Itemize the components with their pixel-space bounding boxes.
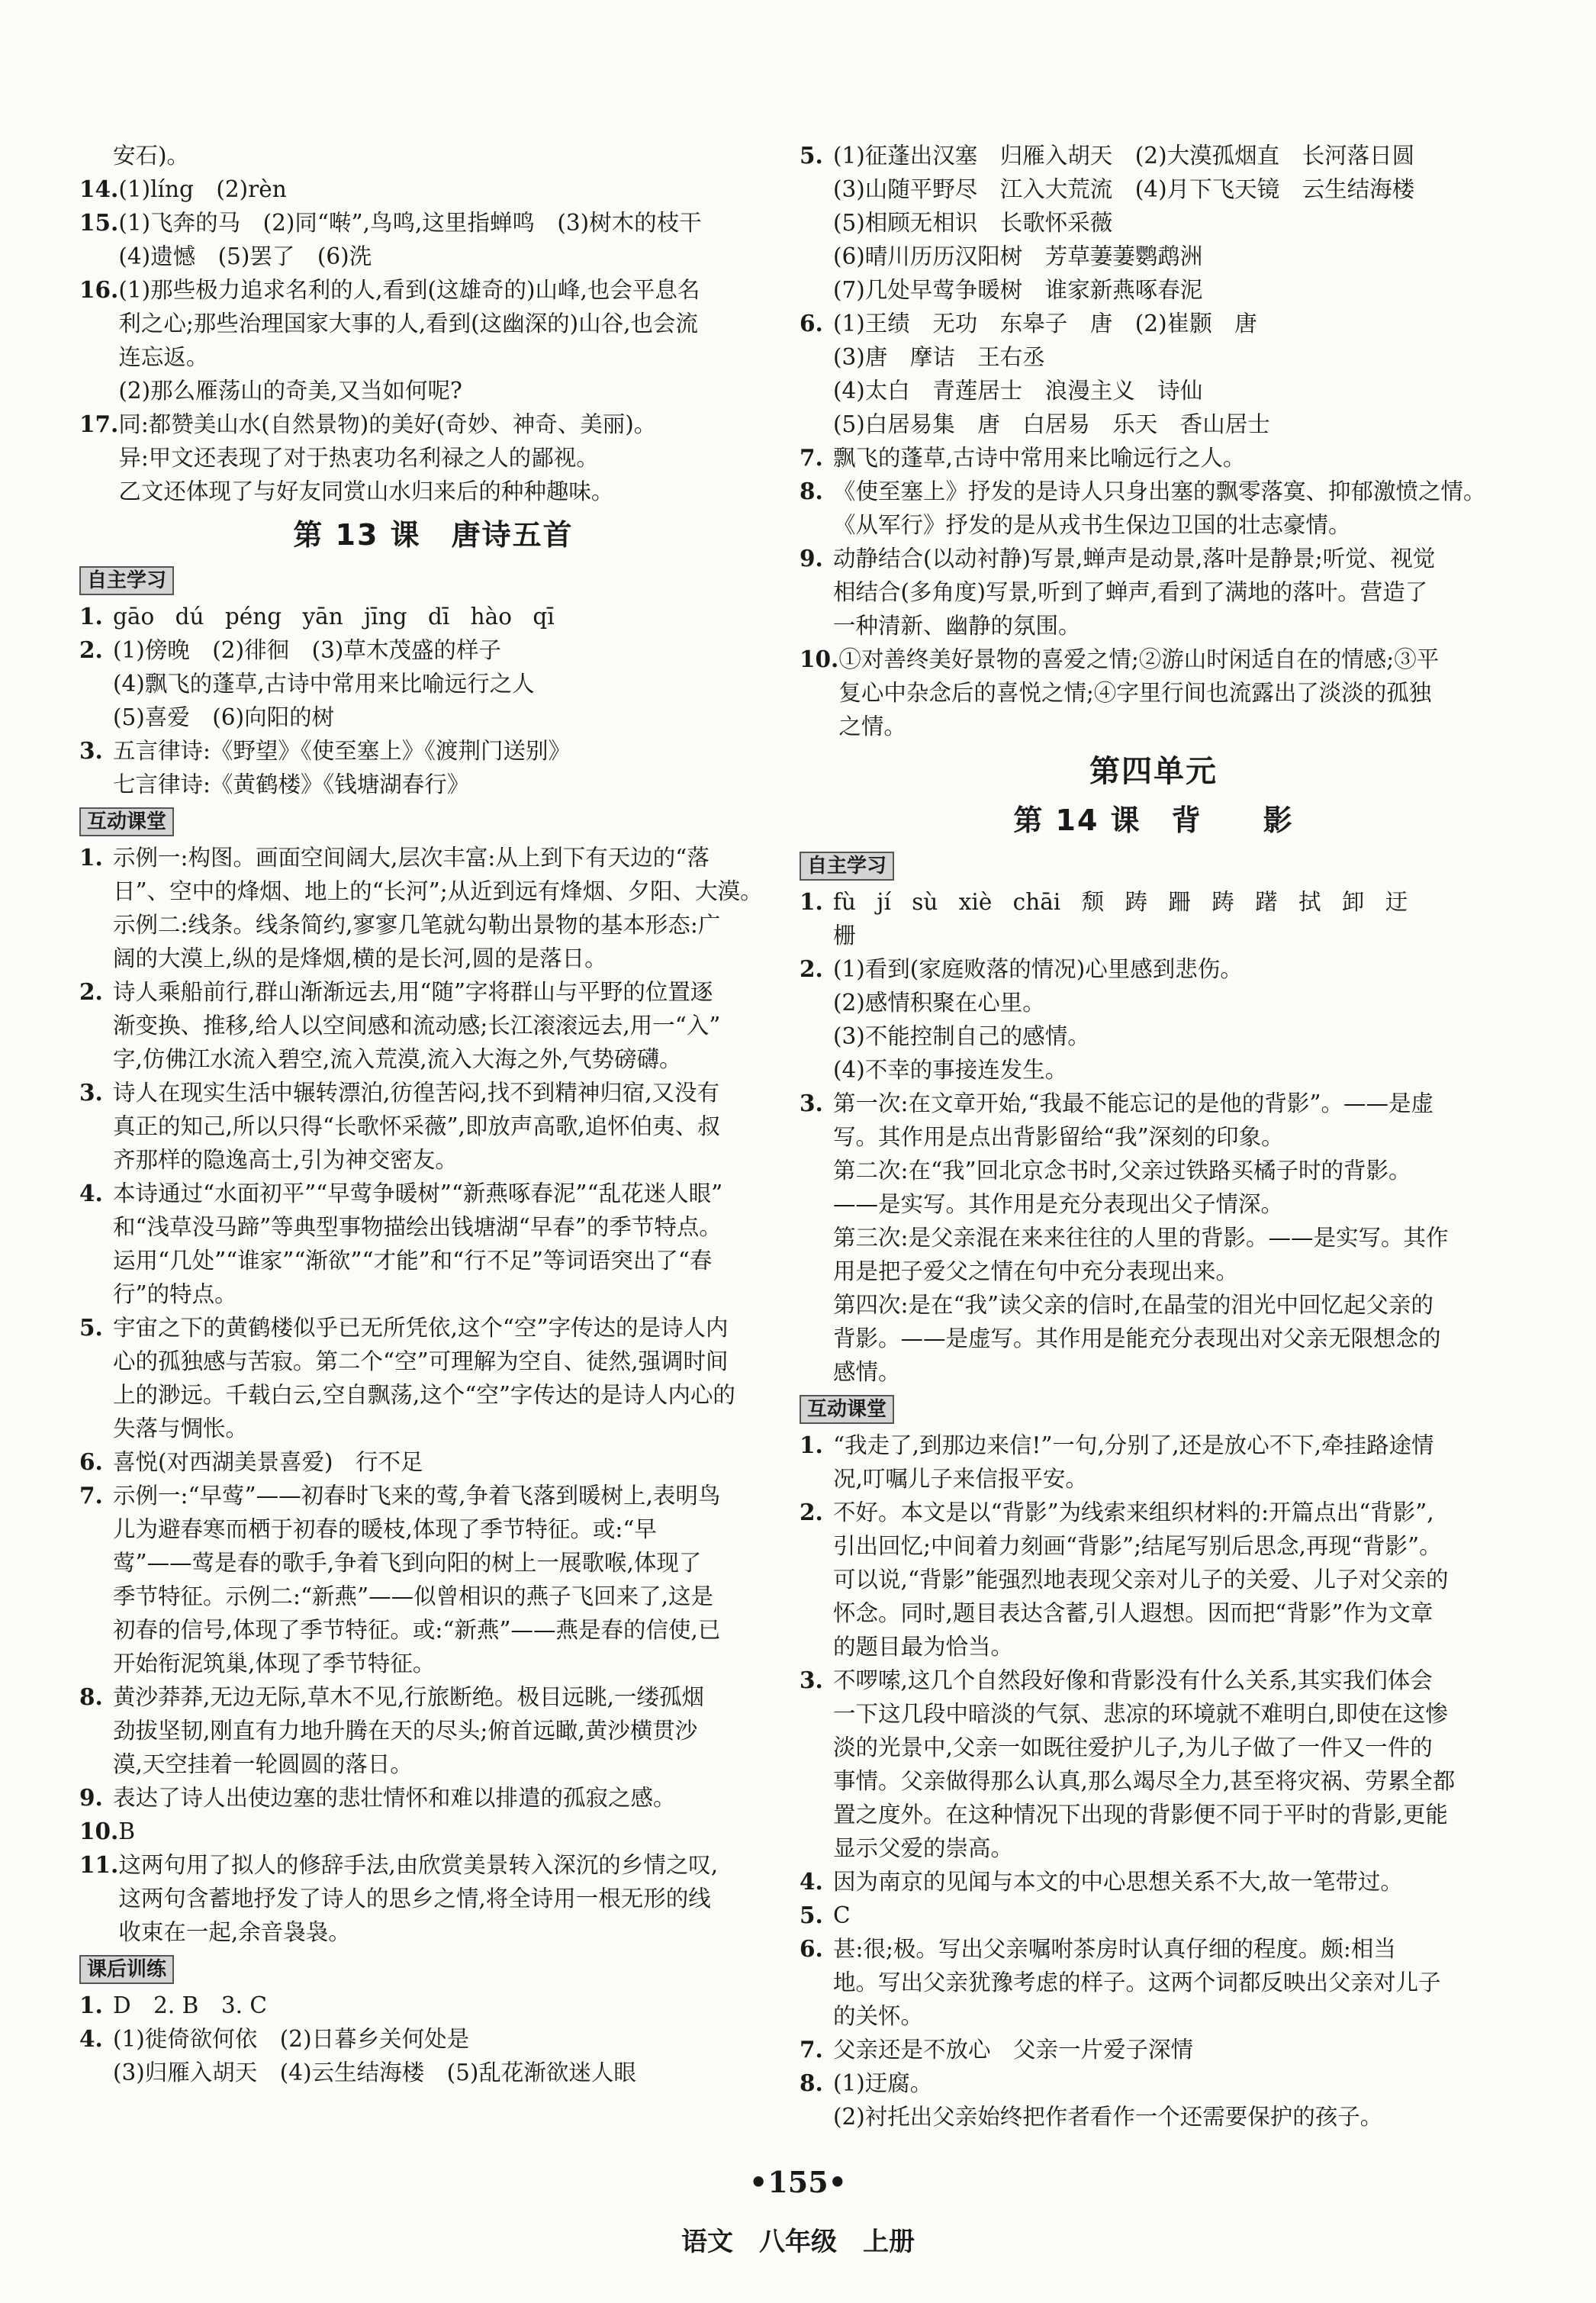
- answer-item: [79, 1680, 787, 1781]
- answer-item: [79, 407, 787, 508]
- answer-line: (4)飘飞的蓬草,古诗中常用来比喻远行之人: [113, 671, 535, 697]
- answer-line: 诗人乘船前行,群山渐渐远去,用“随”字将群山与平野的位置逐: [113, 979, 713, 1005]
- answer-number: 1.: [800, 888, 823, 915]
- answer-line: 喜悦(对西湖美景喜爱) 行不足: [113, 1449, 423, 1475]
- answer-line: B: [118, 1818, 136, 1844]
- answer-line: 季节特征。示例二:“新燕”——似曾相识的燕子飞回来了,这是: [113, 1583, 713, 1609]
- answer-line: 一种清新、幽静的氛围。: [833, 613, 1081, 639]
- answer-line: 淡的光景中,父亲一如既往爱护儿子,为儿子做了一件又一件的: [833, 1734, 1433, 1760]
- answer-number: 7.: [800, 2036, 823, 2063]
- answer-item: [79, 734, 787, 801]
- answer-line: 五言律诗:《野望》《使至塞上》《渡荆门送别》: [113, 738, 571, 764]
- answer-number: 4.: [79, 2025, 103, 2052]
- answer-number: 5.: [79, 1314, 103, 1341]
- answer-number: 3.: [79, 1079, 103, 1106]
- answer-number: 3.: [800, 1667, 823, 1693]
- answer-body: [833, 1496, 1508, 1664]
- answer-item: [79, 172, 787, 206]
- answer-item: [800, 307, 1508, 441]
- answer-item: [800, 952, 1508, 1087]
- answer-line: 渐变换、推移,给人以空间感和流动感;长江滚滚远去,用一“入”: [113, 1013, 721, 1039]
- answer-body: [833, 885, 1508, 952]
- answer-line: 示例二:线条。线条简约,寥寥几笔就勾勒出景物的基本形态:广: [113, 912, 721, 938]
- answer-line: 日”、空中的烽烟、地上的“长河”;从近到远有烽烟、夕阳、大漠。: [113, 878, 763, 904]
- answer-line: 这两句用了拟人的修辞手法,由欣赏美景转入深沉的乡情之叹,: [118, 1852, 719, 1878]
- answer-item: [79, 273, 787, 407]
- answer-line: 失落与惆怅。: [113, 1416, 249, 1441]
- answer-line: 同:都赞美山水(自然景物)的美好(奇妙、神奇、美丽)。: [118, 411, 657, 437]
- answer-item: [800, 1932, 1508, 2033]
- answer-line: 本诗通过“水面初平”“早莺争暖树”“新燕啄春泥”“乱花迷人眼”: [113, 1180, 723, 1206]
- answer-line: (2)那么雁荡山的奇美,又当如何呢?: [118, 378, 462, 404]
- answer-line: (2)衬托出父亲始终把作者看作一个还需要保护的孩子。: [833, 2104, 1383, 2130]
- answer-number: 2.: [79, 636, 103, 663]
- answer-item: [79, 1781, 787, 1815]
- answer-line: (4)不幸的事接连发生。: [833, 1057, 1068, 1083]
- answer-number: 1.: [800, 1432, 823, 1458]
- answer-line: 初春的信号,体现了季节特征。或:“新燕”——燕是春的信使,已: [113, 1617, 721, 1643]
- answer-number: 3.: [800, 1090, 823, 1116]
- page-footer: [0, 2161, 1596, 2263]
- answer-body: [833, 2033, 1508, 2066]
- answer-line: 莺”——莺是春的歌手,争着飞到向阳的树上一展歌喉,体现了: [113, 1550, 702, 1576]
- answer-item: [79, 633, 787, 734]
- answer-line: 飘飞的蓬草,古诗中常用来比喻远行之人。: [833, 445, 1246, 471]
- answer-body: [118, 407, 787, 508]
- answer-body: [118, 206, 787, 273]
- section-header-row: [800, 1389, 1508, 1429]
- answer-line: ①对善终美好景物的喜爱之情;②游山时闲适自在的情感;③平: [838, 646, 1440, 672]
- answer-line: 安石)。: [113, 143, 190, 169]
- answer-line: (1)征蓬出汉塞 归雁入胡天 (2)大漠孤烟直 长河落日圆: [833, 143, 1415, 169]
- answer-line: fù jí sù xiè chāi 颓 踌 跚 踌 躇 拭 卸 迂: [833, 889, 1408, 915]
- answer-line: 示例一:构图。画面空间阔大,层次丰富:从上到下有天边的“落: [113, 845, 710, 871]
- answer-number: 6.: [800, 1935, 823, 1962]
- answer-line: C: [833, 1902, 851, 1928]
- answer-number: 7.: [800, 444, 823, 471]
- answer-item: [800, 542, 1508, 643]
- answer-body: [113, 1177, 787, 1311]
- answer-line: 收束在一起,余音袅袅。: [118, 1919, 351, 1945]
- section-header-row: [800, 846, 1508, 885]
- answer-line: (5)白居易集 唐 白居易 乐天 香山居士: [833, 411, 1270, 437]
- section-header-row: [79, 801, 787, 841]
- answer-line: 因为南京的见闻与本文的中心思想关系不大,故一笔带过。: [833, 1869, 1403, 1895]
- answer-line: 事情。父亲做得那么认真,那么竭尽全力,甚至将灾祸、劳累全都: [833, 1768, 1456, 1794]
- answer-line: “我走了,到那边来信!”一句,分别了,还是放心不下,牵挂路途情: [833, 1432, 1434, 1458]
- answer-line: 第三次:是父亲混在来来往往的人里的背影。——是实写。其作: [833, 1225, 1449, 1251]
- answer-line: (6)晴川历历汉阳树 芳草萋萋鹦鹉洲: [833, 243, 1203, 269]
- answer-number: 2.: [800, 1499, 823, 1525]
- answer-line: ——是实写。其作用是充分表现出父子情深。: [833, 1191, 1284, 1217]
- answer-line: 开始衔泥筑巢,体现了季节特征。: [113, 1651, 436, 1677]
- answer-number: 8.: [79, 1683, 103, 1710]
- answer-line: (5)相顾无相识 长歌怀采薇: [833, 210, 1113, 236]
- answer-line: 可以说,“背影”能强烈地表现父亲对儿子的关爱、儿子对父亲的: [833, 1567, 1449, 1593]
- page-number: •155•: [749, 2165, 847, 2199]
- answer-line: 的关怀。: [833, 2003, 924, 2029]
- answer-body: [833, 1429, 1508, 1496]
- answer-line: 的题目最为恰当。: [833, 1634, 1014, 1660]
- answer-body: [833, 475, 1508, 542]
- answer-body: [113, 1311, 787, 1445]
- answer-item: [79, 1445, 787, 1479]
- answer-line: (4)太白 青莲居士 浪漫主义 诗仙: [833, 378, 1203, 404]
- answer-item: [800, 1664, 1508, 1865]
- answer-line: 显示父爱的崇高。: [833, 1835, 1014, 1861]
- answer-continuation: [79, 139, 787, 172]
- answer-line: 《从军行》抒发的是从戎书生保边卫国的壮志豪情。: [833, 512, 1351, 538]
- section-header: 自主学习: [79, 566, 174, 595]
- answer-item: [800, 475, 1508, 542]
- answer-number: 3.: [79, 737, 103, 764]
- answer-line: (1)líng (2)rèn: [118, 176, 287, 202]
- answer-number: 5.: [800, 142, 823, 169]
- answer-item: [79, 1989, 787, 2022]
- answer-line: 之情。: [838, 713, 906, 739]
- answer-body: [113, 600, 787, 633]
- answer-line: (5)喜爱 (6)向阳的树: [113, 704, 335, 730]
- answer-body: [118, 273, 787, 407]
- answer-number: 4.: [800, 1868, 823, 1895]
- answer-item: [800, 1899, 1508, 1932]
- answer-line: 地。写出父亲犹豫考虑的样子。这两个词都反映出父亲对儿子: [833, 1970, 1441, 1995]
- answer-body: [833, 441, 1508, 475]
- answer-item: [79, 206, 787, 273]
- answer-item: [800, 2066, 1508, 2134]
- section-header-row: [79, 1949, 787, 1989]
- answer-line: 阔的大漠上,纵的是烽烟,横的是长河,圆的是落日。: [113, 945, 607, 971]
- answer-line: 置之度外。在这种情况下出现的背影便不同于平时的背影,更能: [833, 1802, 1448, 1828]
- answer-line: 一下这几段中暗淡的气氛、悲凉的环境就不难明白,即使在这惨: [833, 1701, 1448, 1727]
- answer-item: [79, 975, 787, 1076]
- answer-line: (4)遗憾 (5)罢了 (6)洗: [118, 243, 372, 269]
- answer-line: (3)唐 摩诘 王右丞: [833, 344, 1045, 370]
- answer-line: (7)几处早莺争暖树 谁家新燕啄春泥: [833, 277, 1203, 303]
- answer-line: 儿为避春寒而栖于初春的暖枝,体现了季节特征。或:“早: [113, 1516, 657, 1542]
- answer-item: [79, 841, 787, 975]
- lesson-title: 第 14 课 背 影: [1013, 804, 1294, 837]
- answer-body: [113, 1445, 787, 1479]
- book-subject-label: 语文 八年级 上册: [681, 2227, 915, 2257]
- answer-number: 10.: [79, 1818, 119, 1844]
- answer-line: 劲拔坚韧,刚直有力地升腾在天的尽头;俯首远瞰,黄沙横贯沙: [113, 1718, 698, 1744]
- answer-body: [833, 1865, 1508, 1899]
- answer-item: [800, 1087, 1508, 1389]
- answer-line: (1)傍晚 (2)徘徊 (3)草木茂盛的样子: [113, 637, 501, 663]
- answer-number: 1.: [79, 603, 103, 630]
- answer-line: (3)不能控制自己的感情。: [833, 1023, 1090, 1049]
- answer-line: (1)那些极力追求名利的人,看到(这雄奇的)山峰,也会平息名: [118, 277, 700, 303]
- section-header: 自主学习: [800, 852, 894, 881]
- answer-number: 8.: [800, 2069, 823, 2096]
- answer-item: [79, 1076, 787, 1177]
- answer-number: 9.: [79, 1784, 103, 1811]
- answer-line: 齐那样的隐逸高士,引为神交密友。: [113, 1147, 458, 1173]
- answer-body: [833, 139, 1508, 307]
- answer-line: 运用“几处”“谁家”“渐欲”“才能”和“行不足”等词语突出了“春: [113, 1248, 713, 1274]
- section-header-row: [79, 560, 787, 600]
- answer-item: [79, 600, 787, 633]
- right-column: [800, 139, 1508, 2134]
- answer-body: [833, 1664, 1508, 1865]
- lesson-title: 第 13 课 唐诗五首: [293, 518, 574, 552]
- answer-body: [113, 841, 787, 975]
- answer-line: 甚:很;极。写出父亲嘱咐茶房时认真仔细的程度。颇:相当: [833, 1936, 1396, 1962]
- answer-line: (1)王绩 无功 东皋子 唐 (2)崔颢 唐: [833, 311, 1257, 337]
- answer-body: [113, 1680, 787, 1781]
- answer-number: 2.: [79, 978, 103, 1005]
- answer-item: [800, 643, 1508, 743]
- answer-number: 9.: [800, 545, 823, 572]
- answer-line: 第二次:在“我”回北京念书时,父亲过铁路买橘子时的背影。: [833, 1158, 1411, 1184]
- answer-body: [833, 542, 1508, 643]
- section-header: 课后训练: [79, 1955, 174, 1984]
- answer-number: 6.: [800, 310, 823, 337]
- answer-body: [113, 1076, 787, 1177]
- section-header: 互动课堂: [800, 1395, 894, 1424]
- answer-body: [118, 172, 787, 206]
- answer-number: 15.: [79, 209, 119, 236]
- answer-line: 真正的知己,所以只得“长歌怀采薇”,即放声高歌,追怀伯夷、叔: [113, 1113, 720, 1139]
- answer-line: 黄沙莽莽,无边无际,草木不见,行旅断绝。极目远眺,一缕孤烟: [113, 1684, 705, 1710]
- answer-item: [79, 1177, 787, 1311]
- answer-line: 写。其作用是点出背影留给“我”深刻的印象。: [833, 1124, 1284, 1150]
- answer-line: D 2. B 3. C: [113, 1992, 267, 2018]
- answer-item: [800, 885, 1508, 952]
- answer-line: 行”的特点。: [113, 1281, 237, 1307]
- answer-body: [113, 1781, 787, 1815]
- answer-number: 7.: [79, 1482, 103, 1509]
- answer-line: 诗人在现实生活中辗转漂泊,彷徨苦闷,找不到精神归宿,又没有: [113, 1080, 720, 1106]
- answer-number: 8.: [800, 478, 823, 504]
- answer-number: 6.: [79, 1448, 103, 1475]
- answer-number: 1.: [79, 1992, 103, 2018]
- answer-body: [113, 633, 787, 734]
- answer-body: [833, 1932, 1508, 2033]
- answer-line: 栅: [833, 923, 856, 949]
- answer-line: 异:甲文还表现了对于热衷功名利禄之人的鄙视。: [118, 445, 599, 471]
- answer-line: 乙文还体现了与好友同赏山水归来后的种种趣味。: [118, 478, 614, 504]
- answer-body: [833, 1087, 1508, 1389]
- answer-item: [800, 1496, 1508, 1664]
- left-column: [79, 139, 787, 2089]
- answer-body: [833, 1899, 1508, 1932]
- section-header: 互动课堂: [79, 807, 174, 836]
- answer-line: 第四次:是在“我”读父亲的信时,在晶莹的泪光中回忆起父亲的: [833, 1292, 1434, 1318]
- answer-number: 4.: [79, 1180, 103, 1206]
- answer-line: 漠,天空挂着一轮圆圆的落日。: [113, 1751, 413, 1777]
- answer-line: (1)徙倚欲何依 (2)日暮乡关何处是: [113, 2026, 470, 2052]
- answer-body: [833, 952, 1508, 1087]
- answer-line: 相结合(多角度)写景,听到了蝉声,看到了满地的落叶。营造了: [833, 579, 1428, 605]
- answer-body: [833, 2066, 1508, 2134]
- answer-line: 父亲还是不放心 父亲一片爱子深情: [833, 2037, 1194, 2063]
- answer-line: 上的渺远。千载白云,空自飘荡,这个“空”字传达的是诗人内心的: [113, 1382, 735, 1408]
- answer-line: (2)感情积聚在心里。: [833, 990, 1045, 1016]
- answer-body: [113, 734, 787, 801]
- answer-item: [79, 2022, 787, 2089]
- answer-line: 不啰嗦,这几个自然段好像和背影没有什么关系,其实我们体会: [833, 1667, 1433, 1693]
- answer-number: 10.: [800, 646, 839, 672]
- answer-body: [118, 1815, 787, 1848]
- answer-number: 17.: [79, 411, 119, 437]
- answer-body: [838, 643, 1508, 743]
- answer-item: [79, 1848, 787, 1949]
- answer-number: 2.: [800, 955, 823, 982]
- answer-item: [800, 1865, 1508, 1899]
- answer-line: (1)迂腐。: [833, 2070, 933, 2096]
- answer-line: 第一次:在文章开始,“我最不能忘记的是他的背影”。——是虚: [833, 1090, 1434, 1116]
- answer-item: [79, 1311, 787, 1445]
- answer-line: 动静结合(以动衬静)写景,蝉声是动景,落叶是静景;听觉、视觉: [833, 546, 1436, 572]
- answer-line: 字,仿佛江水流入碧空,流入荒漠,流入大海之外,气势磅礴。: [113, 1046, 682, 1072]
- answer-line: gāo dú péng yān jīng dī hào qī: [113, 604, 555, 630]
- answer-body: [113, 1479, 787, 1680]
- answer-number: 14.: [79, 176, 119, 202]
- answer-line: 引出回忆;中间着力刻画“背影”;结尾写别后思念,再现“背影”。: [833, 1533, 1442, 1559]
- answer-line: 七言律诗:《黄鹤楼》《钱塘湖春行》: [113, 771, 470, 797]
- answer-item: [79, 1479, 787, 1680]
- answer-line: 怀念。同时,题目表达含蓄,引人遐想。因而把“背影”作为文章: [833, 1600, 1434, 1626]
- answer-number: 1.: [79, 844, 103, 871]
- answer-line: (3)归雁入胡天 (4)云生结海楼 (5)乱花渐欲迷人眼: [113, 2060, 636, 2086]
- answer-number: 11.: [79, 1851, 119, 1878]
- answer-line: 这两句含蓄地抒发了诗人的思乡之情,将全诗用一根无形的线: [118, 1886, 711, 1912]
- answer-line: 示例一:“早莺”——初春时飞来的莺,争着飞落到暖树上,表明鸟: [113, 1483, 721, 1509]
- answer-item: [800, 139, 1508, 307]
- answer-line: 用是把子爱父之情在句中充分表现出来。: [833, 1258, 1239, 1284]
- answer-line: 不好。本文是以“背影”为线索来组织材料的:开篇点出“背影”,: [833, 1499, 1434, 1525]
- answer-number: 16.: [79, 276, 119, 303]
- answer-body: [118, 1848, 787, 1949]
- answer-line: 连忘返。: [118, 344, 209, 370]
- unit-title: 第四单元: [1089, 754, 1218, 789]
- answer-item: [800, 2033, 1508, 2066]
- answer-body: [113, 2022, 787, 2089]
- answer-line: 况,叮嘱儿子来信报平安。: [833, 1466, 1088, 1492]
- answer-line: 利之心;那些治理国家大事的人,看到(这幽深的)山谷,也会流: [118, 311, 699, 337]
- answer-item: [79, 1815, 787, 1848]
- answer-body: [113, 1989, 787, 2022]
- answer-line: 心的孤独感与苦寂。第二个“空”可理解为空自、徒然,强调时间: [113, 1348, 729, 1374]
- answer-line: 和“浅草没马蹄”等典型事物描绘出钱塘湖“早春”的季节特点。: [113, 1214, 722, 1240]
- answer-body: [113, 975, 787, 1076]
- answer-line: (1)看到(家庭败落的情况)心里感到悲伤。: [833, 956, 1243, 982]
- answer-item: [800, 1429, 1508, 1496]
- answer-number: 5.: [800, 1902, 823, 1928]
- answer-line: (3)山随平野尽 江入大荒流 (4)月下飞天镜 云生结海楼: [833, 176, 1415, 202]
- answer-item: [800, 441, 1508, 475]
- answer-line: 表达了诗人出使边塞的悲壮情怀和难以排遣的孤寂之感。: [113, 1785, 676, 1811]
- answer-line: 背影。——是虚写。其作用是能充分表现出对父亲无限想念的: [833, 1325, 1441, 1351]
- answer-line: (1)飞奔的马 (2)同“啭”,鸟鸣,这里指蝉鸣 (3)树木的枝干: [118, 210, 702, 236]
- answer-body: [833, 307, 1508, 441]
- answer-line: 宇宙之下的黄鹤楼似乎已无所凭依,这个“空”字传达的是诗人内: [113, 1315, 729, 1341]
- answer-line: 《使至塞上》抒发的是诗人只身出塞的飘零落寞、抑郁激愤之情。: [833, 478, 1486, 504]
- answer-line: 复心中杂念后的喜悦之情;④字里行间也流露出了淡淡的孤独: [838, 680, 1432, 706]
- answer-line: 感情。: [833, 1359, 901, 1385]
